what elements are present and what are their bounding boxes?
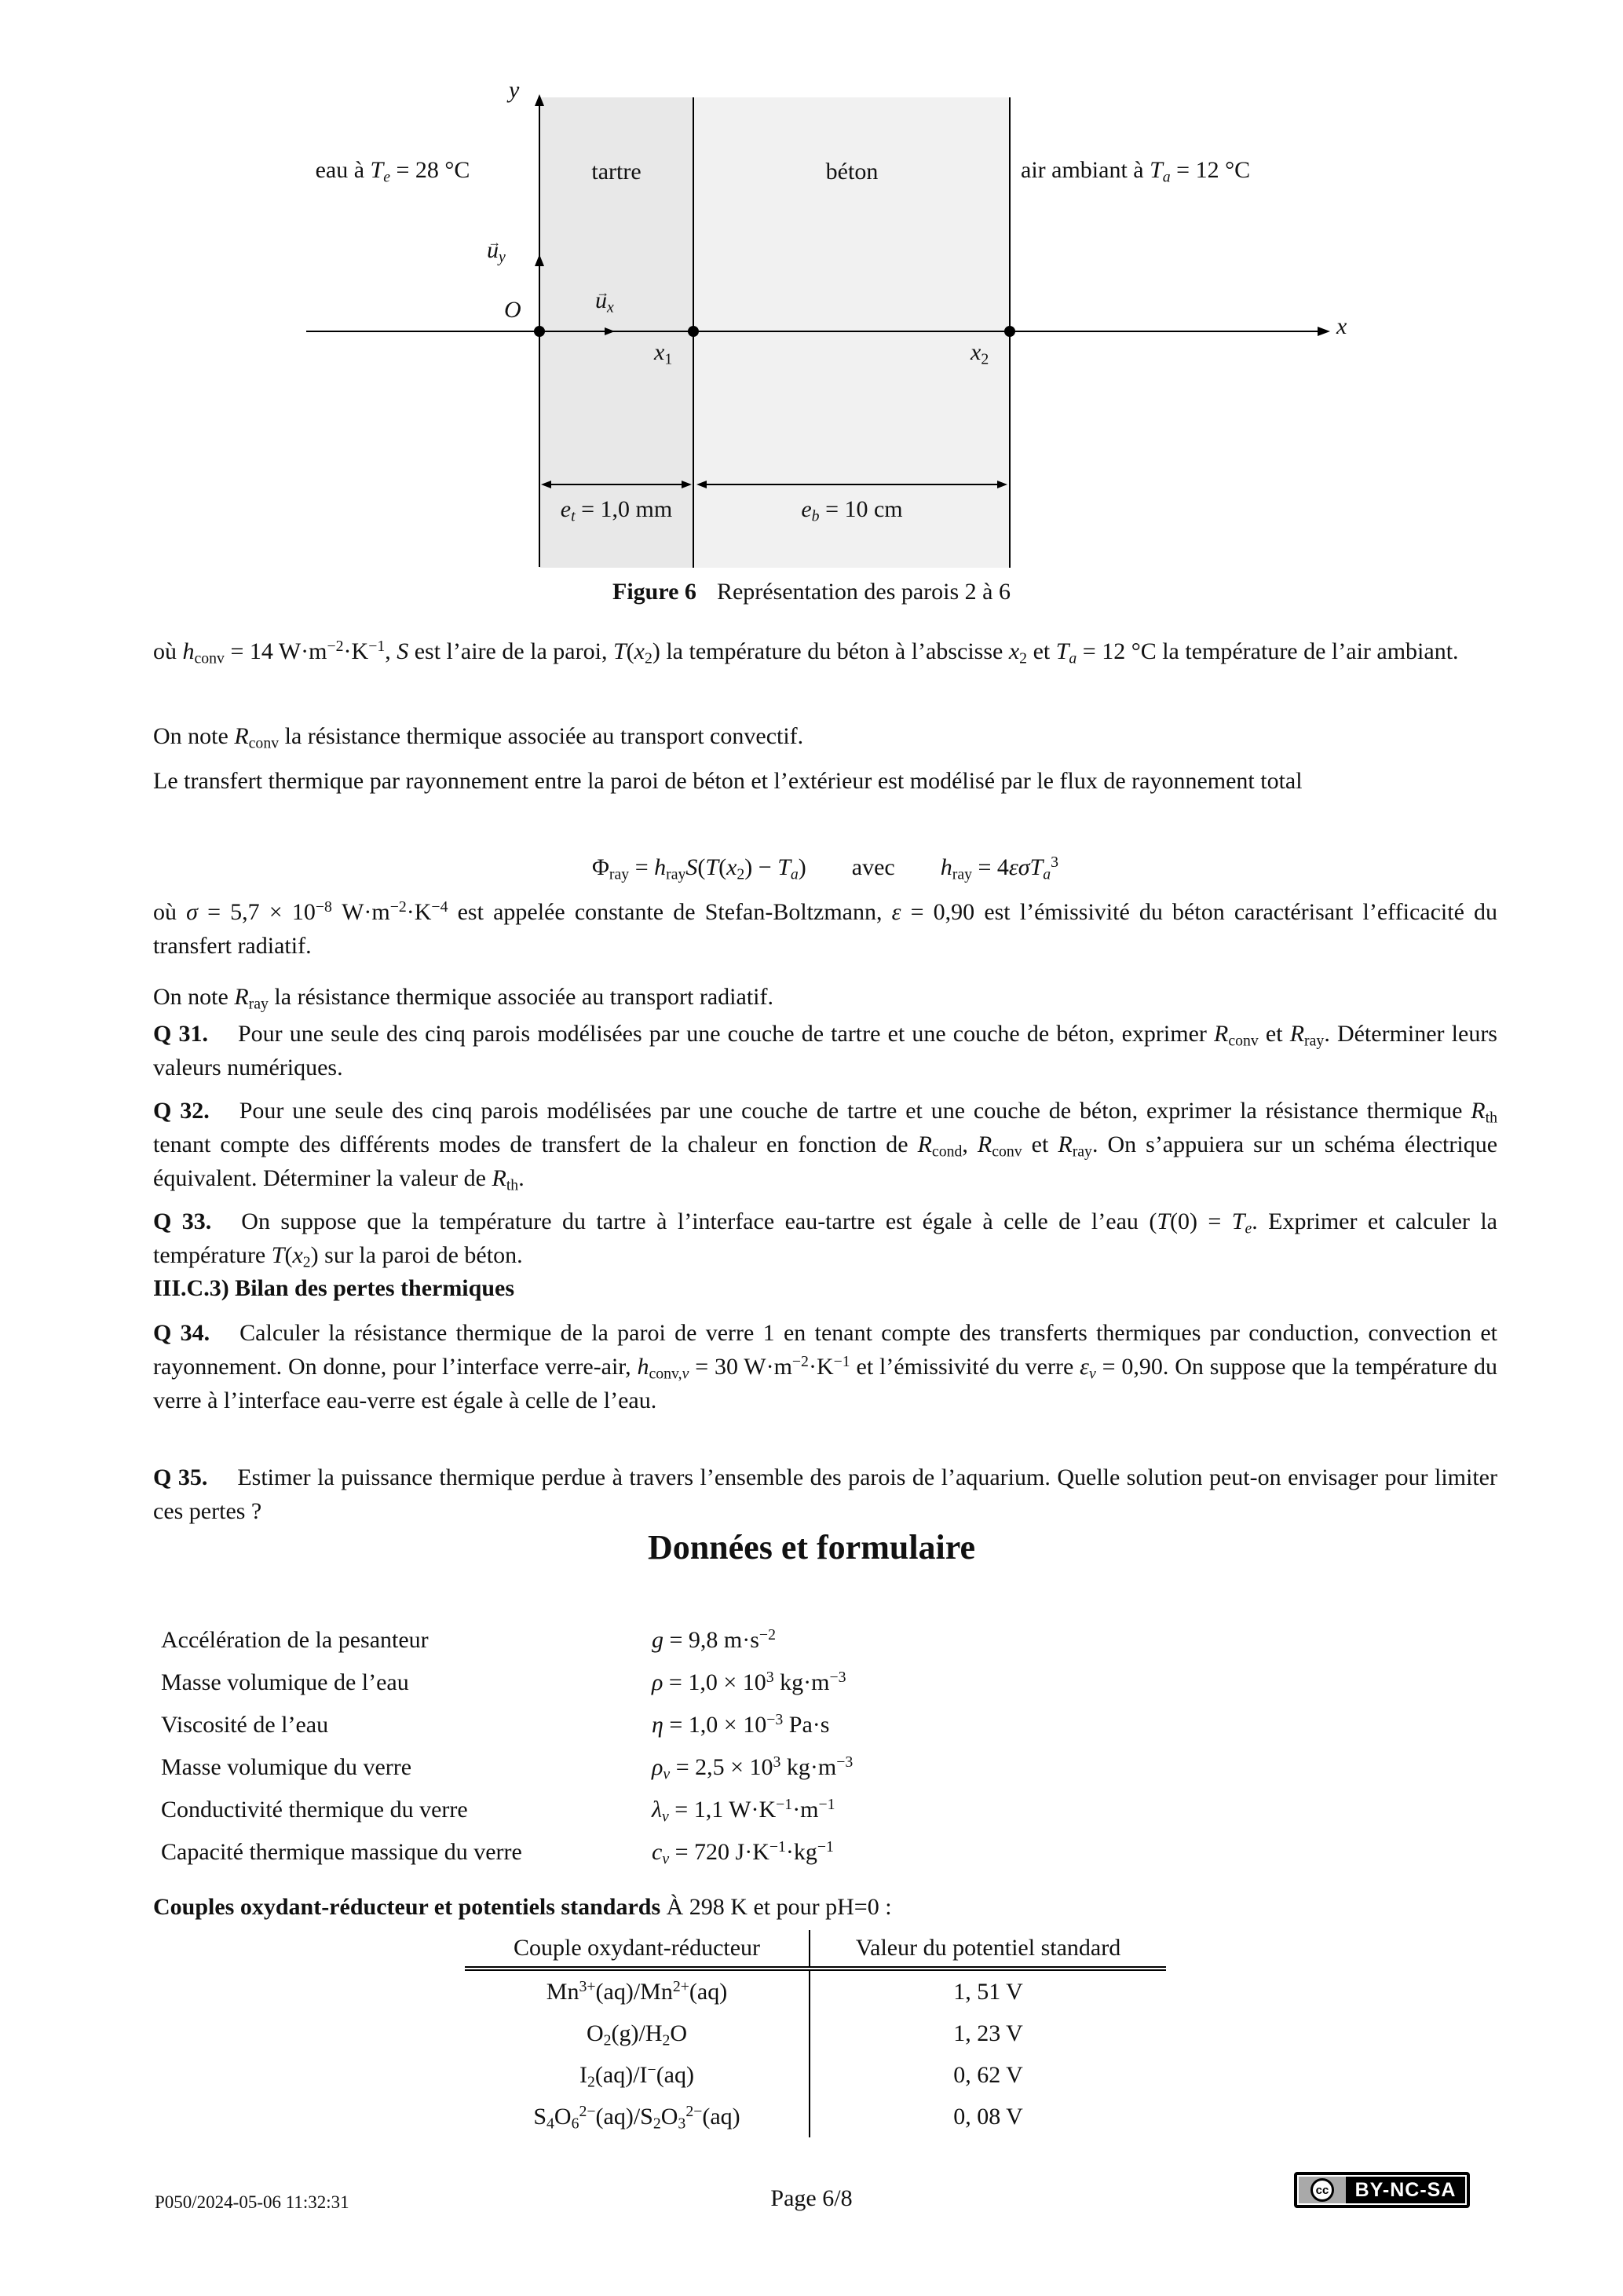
list-item [161,1704,1260,1746]
list-item [161,1789,1260,1831]
equation-avec: avec [851,854,895,880]
y-axis-label: y [509,77,520,103]
redox-table [465,1930,1166,2137]
couple-cell: $Mn^{3+}(aq)/Mn^{2+}(aq)$ [465,1971,810,2013]
question-33-text: On suppose que la température du tartre à l’interface eau-tartre est égale à celle de l’eau ($T(0) = T_e$. Exprimer et calculer la température $T(x_2)$ sur la paroi de béton. [153,1208,1498,1271]
constant-label: Masse volumique de l’eau [161,1669,409,1695]
paragraph-rconv: On note $R_{conv}$ la résistance thermique associée au transport convectif. [153,723,804,752]
x-axis-arrow-icon [1318,327,1330,336]
beton-label: béton [825,159,879,185]
question-34-number: Q 34. [153,1320,210,1346]
x2-dot [1004,326,1015,337]
question-31-number: Q 31. [153,1021,208,1047]
equation-hray: $h_{ray} = 4\varepsilon\sigma T_a^3$ [940,854,1059,883]
figure-caption [0,579,1623,605]
table-header-potential: Valeur du potentiel standard [855,1935,1121,1961]
question-34-text: Calculer la résistance thermique de la paroi de verre 1 en tenant compte des transferts thermiques par conduction, convection et rayonnement. On donne, pour l’interface verre-air, $h_{conv,v} = 30$ $W\cdot m^{-2}\cdot K^{-1}$ et l’émissivité du verre $\varepsilon_v = 0,90$. On suppose que la température du verre à l’interface eau-verre est égale à celle de l’eau. [153,1320,1497,1413]
tartre-dim-left-arrow-icon [541,481,551,488]
footer-page-number: Page 6/8 [770,2185,853,2211]
tartre-thickness-label: $e_t = 1,0$ mm [560,496,673,525]
air-side-label: air ambiant à $T_a = 12$ °C [1021,157,1251,186]
question-32-text: Pour une seule des cinq parois modélisées par une couche de tartre et une couche de béton, exprimer la résistance thermique $R_{th}$ tenant compte des différents modes de transfert de la chaleur en fonction de $R_{cond}$, $R_{conv}$ et $R_{ray}$. On s’appuiera sur un schéma électrique équivalent. Déterminer la valeur de $R_{th}$. [153,1098,1498,1194]
constant-label: Accélération de la pesanteur [161,1627,429,1653]
radiation-equation [153,854,1497,881]
table-header-row [465,1930,1166,1971]
cc-license-label: BY-NC-SA [1346,2177,1465,2203]
paragraph-stefan-boltzmann: où $\sigma = 5,7 \times 10^{-8}$ $W\cdot m^{-2}\cdot K^{-4}$ est appelée constante de Stefan-Boltzmann, ε = 0,90 est l’émissivité du béton caractérisant l’efficacité du transfert radiatif. [153,898,1498,959]
x-axis-line [306,331,1319,332]
tartre-label: tartre [591,159,642,185]
couple-cell: $O_2(g)/H_2O$ [465,2013,810,2054]
constant-label: Masse volumique du verre [161,1754,412,1780]
redox-intro [153,1894,1497,1921]
x1-label: $x_1$ [654,339,673,368]
figure-6-diagram [0,0,1623,620]
y-axis-arrow-icon [535,94,544,106]
x-axis-label: x [1336,313,1347,339]
figure-caption-text: Représentation des parois 2 à 6 [716,579,1011,605]
question-33 [153,1205,1497,1272]
formulaire-title: Données et formulaire [647,1528,976,1567]
beton-dim-right-arrow-icon [997,481,1007,488]
potential-cell: 0, 08 V [953,2104,1023,2130]
x2-label: $x_2$ [971,339,989,368]
constant-label: Conductivité thermique du verre [161,1797,468,1823]
redox-intro-bold: Couples oxydant-réducteur et potentiels standards [153,1894,661,1920]
water-side-label: eau à $T_e = 28$ °C [315,157,470,186]
redox-intro-rest: À 298 K et pour pH=0 : [660,1894,892,1920]
tartre-dim-line [545,484,688,485]
figure-caption-number: Figure 6 [612,579,696,605]
constant-value: $\rho_v = 2,5 \times 10^3$ $kg\cdot m^{-3}$ [652,1753,854,1783]
tartre-dim-right-arrow-icon [682,481,692,488]
constant-label: Viscosité de l’eau [161,1712,329,1738]
potential-cell: 1, 51 V [953,1979,1023,2005]
question-31-text: Pour une seule des cinq parois modélisées par une couche de tartre et une couche de béton, exprimer $R_{conv}$ et $R_{ray}$. Déterminer leurs valeurs numériques. [153,1021,1497,1080]
potential-cell: 1, 23 V [953,2020,1023,2046]
couple-cell: $S_4O_6^{2-}(aq)/S_2O_3^{2-}(aq)$ [465,2096,810,2137]
couple-cell: $I_2(aq)/I^-(aq)$ [465,2054,810,2096]
cc-logo-icon: cc [1310,2178,1334,2202]
cc-logo-background [1299,2177,1346,2203]
origin-label: O [504,297,521,323]
beton-thickness-label: $e_b = 10$ cm [801,496,903,525]
unit-vector-uy-label: → $u_y$ [487,237,506,264]
ux-arrow-icon [605,327,615,335]
uy-arrow-icon [535,254,544,266]
question-34 [153,1316,1497,1417]
question-31 [153,1017,1497,1084]
x1-dot [688,326,699,337]
table-row [465,2054,1166,2096]
constant-label: Capacité thermique massique du verre [161,1839,522,1865]
cc-license-badge [1294,2172,1470,2208]
list-item [161,1831,1260,1874]
list-item [161,1662,1260,1704]
footer-document-id: P050/2024-05-06 11:32:31 [155,2192,349,2212]
question-32 [153,1094,1497,1195]
paragraph-rray: On note $R_{ray}$ la résistance thermique associée au transport radiatif. [153,984,773,1013]
constant-value: $\eta = 1,0 \times 10^{-3}$ Pa·s [652,1711,830,1738]
question-35-number: Q 35. [153,1464,208,1490]
list-item [161,1619,1260,1662]
constant-value: $c_v = 720$ $J\cdot K^{-1}\cdot kg^{-1}$ [652,1838,834,1868]
constant-value: $\lambda_v = 1,1$ $W\cdot K^{-1}\cdot m^{-1}$ [652,1796,835,1826]
section-heading-IIIC3: III.C.3) Bilan des pertes thermiques [153,1275,515,1301]
table-row [465,2013,1166,2054]
constant-value: $\rho = 1,0 \times 10^3$ $kg\cdot m^{-3}$ [652,1669,846,1695]
constant-value: g = 9,8 $m\cdot s^{-2}$ [652,1626,776,1653]
potential-cell: 0, 62 V [953,2062,1023,2088]
question-35 [153,1461,1497,1528]
question-33-number: Q 33. [153,1208,212,1234]
list-item [161,1746,1260,1789]
table-row [465,1971,1166,2013]
origin-dot [534,326,545,337]
question-32-number: Q 32. [153,1098,210,1124]
paragraph-hconv: où $h_{conv} = 14$ $W\cdot m^{-2}\cdot K^{-1}$, S est l’aire de la paroi, $T(x_2)$ la température du béton à l’abscisse $x_2$ et $T_a = 12$ °C la température de l’air ambiant. [153,638,1459,667]
paragraph-rayonnement: Le transfert thermique par rayonnement entre la paroi de béton et l’extérieur est modélisé par le flux de rayonnement total [153,768,1303,794]
question-35-text: Estimer la puissance thermique perdue à travers l’ensemble des parois de l’aquarium. Quelle solution peut-on envisager pour limiter ces pertes ? [153,1464,1497,1524]
equation-flux: $\Phi_{ray} = h_{ray}S(T(x_2) - T_a)$ [591,854,806,883]
beton-dim-left-arrow-icon [696,481,707,488]
constants-list [161,1619,1260,1874]
table-header-couple: Couple oxydant-réducteur [465,1930,810,1966]
table-row [465,2096,1166,2137]
unit-vector-ux-label: → $u_x$ [595,287,614,314]
beton-dim-line [700,484,1003,485]
